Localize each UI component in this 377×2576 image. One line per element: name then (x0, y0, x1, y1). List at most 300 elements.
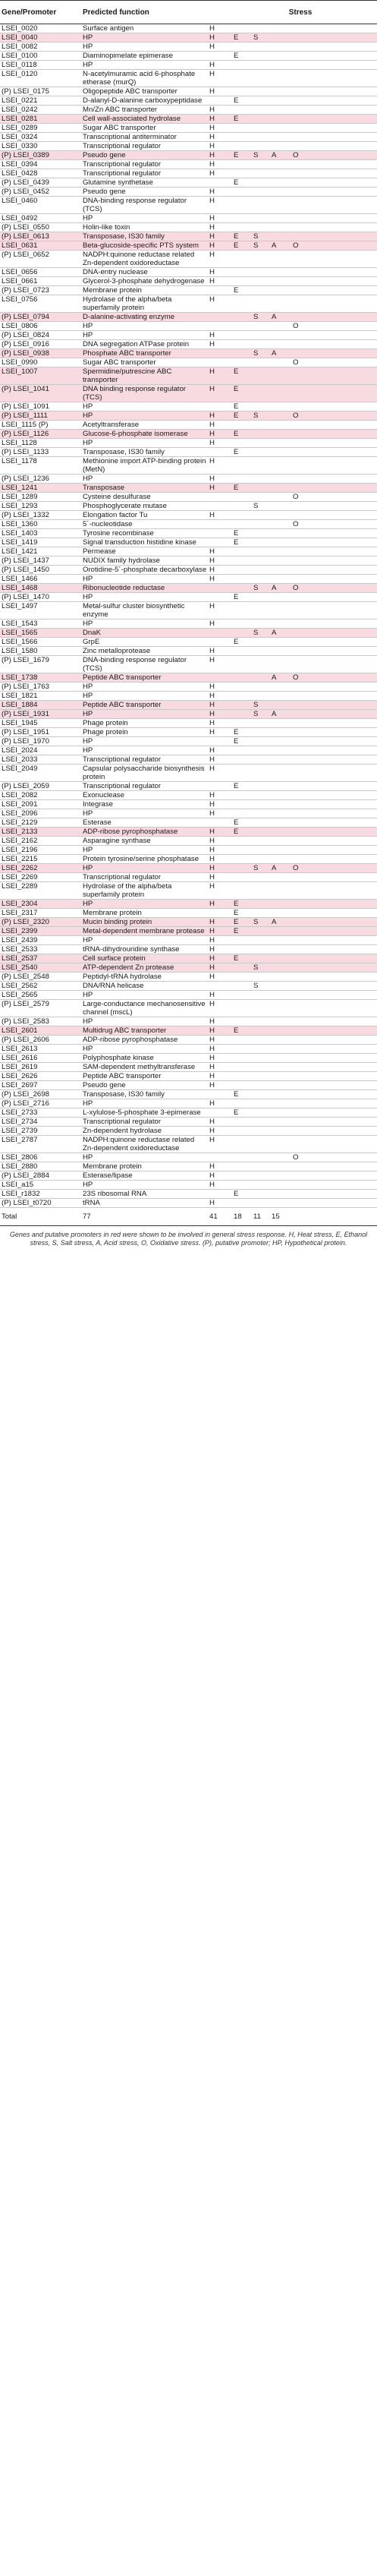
oxidative-cell (291, 385, 377, 402)
heat-cell (207, 818, 231, 828)
acid-cell (269, 1162, 291, 1171)
gene-cell: LSEI_2619 (0, 1063, 81, 1072)
salt-cell (251, 1108, 269, 1118)
oxidative-cell (291, 251, 377, 268)
gene-cell: (P) LSEI_0794 (0, 313, 81, 322)
salt-cell (251, 927, 269, 936)
salt-cell: S (251, 701, 269, 710)
salt-cell (251, 602, 269, 620)
oxidative-cell (291, 313, 377, 322)
heat-cell: H (207, 142, 231, 151)
acid-cell (269, 1063, 291, 1072)
gene-cell: LSEI_2806 (0, 1153, 81, 1162)
gene-cell: LSEI_2091 (0, 800, 81, 809)
table-row (0, 197, 377, 214)
ethanol-cell (231, 1181, 251, 1190)
table-row (0, 322, 377, 331)
heat-cell (207, 1108, 231, 1118)
oxidative-cell (291, 918, 377, 927)
function-cell: Glutamine synthetase (81, 178, 207, 188)
function-cell: D-alanyl-D-alanine carboxypeptidase (81, 96, 207, 106)
function-cell: HP (81, 746, 207, 755)
gene-cell: LSEI_1468 (0, 584, 81, 593)
table-row (0, 331, 377, 340)
gene-cell: (P) LSEI_2716 (0, 1099, 81, 1108)
gene-cell: LSEI_2269 (0, 873, 81, 882)
ethanol-cell: E (231, 538, 251, 547)
salt-cell (251, 855, 269, 864)
ethanol-cell (231, 963, 251, 973)
gene-cell: (P) LSEI_0938 (0, 349, 81, 358)
heat-cell (207, 909, 231, 918)
oxidative-cell (291, 575, 377, 584)
function-cell: Mn/Zn ABC transporter (81, 106, 207, 115)
ethanol-cell (231, 124, 251, 133)
salt-cell (251, 1190, 269, 1199)
oxidative-cell (291, 214, 377, 223)
heat-cell: H (207, 1081, 231, 1090)
salt-cell (251, 765, 269, 782)
salt-cell: S (251, 349, 269, 358)
heat-cell: H (207, 656, 231, 673)
ethanol-cell (231, 520, 251, 529)
oxidative-cell (291, 511, 377, 520)
salt-cell (251, 547, 269, 557)
oxidative-cell (291, 873, 377, 882)
acid-cell (269, 782, 291, 791)
table-row (0, 936, 377, 945)
gene-cell: LSEI_2533 (0, 945, 81, 954)
function-cell: HP (81, 936, 207, 945)
gene-cell: LSEI_1821 (0, 692, 81, 701)
table-row (0, 728, 377, 737)
function-cell: Holin-like toxin (81, 223, 207, 232)
heat-cell: H (207, 1045, 231, 1054)
gene-cell: LSEI_2537 (0, 954, 81, 963)
ethanol-cell (231, 846, 251, 855)
salt-cell (251, 954, 269, 963)
heat-cell (207, 402, 231, 411)
function-cell: HP (81, 683, 207, 692)
gene-cell: LSEI_2133 (0, 828, 81, 837)
salt-cell (251, 973, 269, 982)
gene-cell: LSEI_0806 (0, 322, 81, 331)
function-cell: Zinc metalloprotease (81, 647, 207, 656)
table-row (0, 900, 377, 909)
gene-cell: LSEI_1566 (0, 638, 81, 647)
ethanol-cell (231, 439, 251, 448)
heat-cell: H (207, 43, 231, 52)
function-cell: Phosphate ABC transporter (81, 349, 207, 358)
table-row (0, 493, 377, 502)
gene-cell: (P) LSEI_1126 (0, 430, 81, 439)
oxidative-cell (291, 882, 377, 900)
acid-cell (269, 991, 291, 1000)
gene-cell: (P) LSEI_2698 (0, 1090, 81, 1099)
ethanol-cell (231, 214, 251, 223)
salt-cell: S (251, 411, 269, 421)
table-row (0, 1171, 377, 1181)
gene-cell: LSEI_1884 (0, 701, 81, 710)
acid-cell (269, 214, 291, 223)
gene-cell: (P) LSEI_t0720 (0, 1199, 81, 1208)
oxidative-cell (291, 61, 377, 70)
table-row (0, 828, 377, 837)
heat-cell (207, 638, 231, 647)
heat-cell (207, 538, 231, 547)
salt-cell (251, 900, 269, 909)
salt-cell (251, 430, 269, 439)
function-cell: Transcriptional regulator (81, 160, 207, 169)
ethanol-cell (231, 1000, 251, 1017)
gene-cell: LSEI_2601 (0, 1026, 81, 1036)
heat-cell: H (207, 936, 231, 945)
gene-cell: LSEI_0631 (0, 241, 81, 251)
heat-cell: H (207, 701, 231, 710)
oxidative-cell: O (291, 1153, 377, 1162)
ethanol-cell (231, 837, 251, 846)
acid-cell (269, 755, 291, 765)
table-row (0, 70, 377, 87)
table-row (0, 1136, 377, 1153)
acid-cell (269, 575, 291, 584)
gene-cell: LSEI_1293 (0, 502, 81, 511)
acid-cell (269, 701, 291, 710)
oxidative-cell (291, 52, 377, 61)
ethanol-cell (231, 1099, 251, 1108)
oxidative-cell (291, 746, 377, 755)
table-row (0, 547, 377, 557)
oxidative-cell (291, 963, 377, 973)
oxidative-cell (291, 1000, 377, 1017)
gene-cell: LSEI_2096 (0, 809, 81, 818)
gene-cell: LSEI_0460 (0, 197, 81, 214)
heat-cell: H (207, 719, 231, 728)
ethanol-cell (231, 855, 251, 864)
ethanol-cell (231, 629, 251, 638)
ethanol-cell (231, 475, 251, 484)
heat-cell: H (207, 1063, 231, 1072)
gene-cell: LSEI_2739 (0, 1127, 81, 1136)
acid-cell (269, 800, 291, 809)
function-cell: HP (81, 991, 207, 1000)
function-cell: Transcriptional regulator (81, 142, 207, 151)
heat-cell (207, 737, 231, 746)
oxidative-cell (291, 232, 377, 241)
oxidative-cell (291, 791, 377, 800)
ethanol-cell: E (231, 385, 251, 402)
table-row (0, 719, 377, 728)
heat-cell (207, 286, 231, 295)
oxidative-cell (291, 973, 377, 982)
ethanol-cell (231, 719, 251, 728)
gene-cell: LSEI_1945 (0, 719, 81, 728)
function-cell: Transposase (81, 484, 207, 493)
heat-cell (207, 1090, 231, 1099)
table-row (0, 692, 377, 701)
acid-cell (269, 502, 291, 511)
salt-cell (251, 593, 269, 602)
oxidative-cell (291, 277, 377, 286)
function-cell: Cell surface protein (81, 954, 207, 963)
acid-cell (269, 557, 291, 566)
function-cell: Polyphosphate kinase (81, 1054, 207, 1063)
salt-cell: S (251, 918, 269, 927)
table-row (0, 593, 377, 602)
salt-cell (251, 809, 269, 818)
acid-cell (269, 96, 291, 106)
ethanol-cell (231, 1017, 251, 1026)
gene-cell: LSEI_0756 (0, 295, 81, 313)
ethanol-cell (231, 584, 251, 593)
function-cell: HP (81, 1017, 207, 1026)
heat-cell: H (207, 809, 231, 818)
function-cell: ADP-ribose pyrophosphatase (81, 1036, 207, 1045)
acid-cell (269, 791, 291, 800)
function-cell: Membrane protein (81, 1162, 207, 1171)
table-row (0, 909, 377, 918)
salt-cell (251, 87, 269, 96)
table-row (0, 701, 377, 710)
salt-cell (251, 873, 269, 882)
salt-cell (251, 188, 269, 197)
oxidative-cell (291, 197, 377, 214)
heat-cell: H (207, 746, 231, 755)
oxidative-cell (291, 133, 377, 142)
table-row (0, 106, 377, 115)
heat-cell: H (207, 251, 231, 268)
acid-cell: A (269, 918, 291, 927)
oxidative-cell (291, 33, 377, 43)
ethanol-cell (231, 223, 251, 232)
heat-cell: H (207, 728, 231, 737)
acid-cell (269, 1118, 291, 1127)
acid-cell (269, 484, 291, 493)
acid-cell (269, 295, 291, 313)
oxidative-cell (291, 1081, 377, 1090)
oxidative-cell (291, 124, 377, 133)
salt-cell (251, 286, 269, 295)
function-cell: Transcriptional regulator (81, 1118, 207, 1127)
ethanol-cell (231, 457, 251, 475)
table-row (0, 1036, 377, 1045)
function-cell: Transposase, IS30 family (81, 1090, 207, 1099)
table-row (0, 991, 377, 1000)
gene-cell: LSEI_2562 (0, 982, 81, 991)
oxidative-cell: O (291, 322, 377, 331)
oxidative-cell (291, 846, 377, 855)
oxidative-cell (291, 656, 377, 673)
function-cell: Mucin binding protein (81, 918, 207, 927)
heat-cell: H (207, 457, 231, 475)
function-cell: Cell wall-associated hydrolase (81, 115, 207, 124)
function-cell: HP (81, 1153, 207, 1162)
table-row (0, 251, 377, 268)
salt-cell (251, 1162, 269, 1171)
table-row (0, 411, 377, 421)
function-cell: HP (81, 692, 207, 701)
salt-cell (251, 1072, 269, 1081)
ethanol-cell (231, 945, 251, 954)
table-row (0, 918, 377, 927)
function-cell: Esterase (81, 818, 207, 828)
heat-cell (207, 322, 231, 331)
heat-cell: H (207, 277, 231, 286)
function-cell: Membrane protein (81, 909, 207, 918)
table-row (0, 566, 377, 575)
table-container (0, 0, 377, 1247)
oxidative-cell (291, 349, 377, 358)
salt-cell (251, 160, 269, 169)
function-cell: Capsular polysaccharide biosynthesis protein (81, 765, 207, 782)
table-row (0, 286, 377, 295)
table-row (0, 818, 377, 828)
gene-cell: (P) LSEI_1437 (0, 557, 81, 566)
function-cell: NADPH:quinone reductase related Zn-dependent oxidoreductase (81, 251, 207, 268)
acid-cell: A (269, 151, 291, 160)
table-row (0, 448, 377, 457)
table-row (0, 629, 377, 638)
acid-cell (269, 1017, 291, 1026)
salt-cell (251, 268, 269, 277)
ethanol-cell (231, 24, 251, 33)
ethanol-cell (231, 602, 251, 620)
function-cell: Oligopeptide ABC transporter (81, 87, 207, 96)
gene-cell: LSEI_2317 (0, 909, 81, 918)
salt-cell: S (251, 629, 269, 638)
ethanol-cell (231, 692, 251, 701)
table-row (0, 791, 377, 800)
function-cell: Diaminopimelate epimerase (81, 52, 207, 61)
oxidative-cell (291, 286, 377, 295)
function-cell: Ribonucleotide reductase (81, 584, 207, 593)
gene-cell: (P) LSEI_1970 (0, 737, 81, 746)
gene-cell: LSEI_1289 (0, 493, 81, 502)
acid-cell (269, 828, 291, 837)
oxidative-cell (291, 87, 377, 96)
function-cell: Peptide ABC transporter (81, 673, 207, 683)
heat-cell: H (207, 918, 231, 927)
heat-cell: H (207, 602, 231, 620)
ethanol-cell (231, 656, 251, 673)
function-cell: N-acetylmuramic acid 6-phosphate etherase (murQ) (81, 70, 207, 87)
table-row (0, 421, 377, 430)
heat-cell: H (207, 87, 231, 96)
acid-cell (269, 277, 291, 286)
ethanol-cell (231, 197, 251, 214)
heat-cell: H (207, 421, 231, 430)
table-row (0, 1081, 377, 1090)
function-cell: Asparagine synthase (81, 837, 207, 846)
oxidative-cell (291, 1190, 377, 1199)
gene-cell: LSEI_1497 (0, 602, 81, 620)
heat-cell: H (207, 900, 231, 909)
function-cell: Membrane protein (81, 286, 207, 295)
table-row (0, 43, 377, 52)
ethanol-cell (231, 973, 251, 982)
table-row (0, 502, 377, 511)
acid-cell (269, 1136, 291, 1153)
acid-cell (269, 511, 291, 520)
salt-cell (251, 106, 269, 115)
salt-cell (251, 1199, 269, 1208)
table-row (0, 755, 377, 765)
total-function-count: 77 (81, 1208, 207, 1226)
gene-cell: LSEI_1360 (0, 520, 81, 529)
salt-cell: S (251, 33, 269, 43)
table-row (0, 61, 377, 70)
salt-cell (251, 124, 269, 133)
acid-cell (269, 692, 291, 701)
heat-cell: H (207, 864, 231, 873)
acid-cell (269, 927, 291, 936)
gene-cell: LSEI_0040 (0, 33, 81, 43)
table-row (0, 87, 377, 96)
function-cell: HP (81, 1045, 207, 1054)
acid-cell (269, 268, 291, 277)
ethanol-cell: E (231, 241, 251, 251)
acid-cell (269, 809, 291, 818)
gene-cell: LSEI_1115 (P) (0, 421, 81, 430)
gene-cell: LSEI_0020 (0, 24, 81, 33)
table-row (0, 295, 377, 313)
oxidative-cell (291, 1136, 377, 1153)
salt-cell (251, 728, 269, 737)
heat-cell: H (207, 24, 231, 33)
oxidative-cell (291, 547, 377, 557)
ethanol-cell: E (231, 737, 251, 746)
salt-cell (251, 945, 269, 954)
oxidative-cell (291, 909, 377, 918)
oxidative-cell (291, 954, 377, 963)
function-cell: Orotidine-5´-phosphate decarboxylase (83, 566, 207, 574)
table-row (0, 1199, 377, 1208)
heat-cell: H (207, 973, 231, 982)
table-row (0, 169, 377, 178)
table-row (0, 963, 377, 973)
heat-cell (207, 349, 231, 358)
acid-cell (269, 846, 291, 855)
heat-cell: H (207, 1026, 231, 1036)
heat-cell: H (207, 385, 231, 402)
salt-cell (251, 484, 269, 493)
ethanol-cell: E (231, 151, 251, 160)
acid-cell (269, 1072, 291, 1081)
table-row (0, 557, 377, 566)
gene-cell: LSEI_0120 (0, 70, 81, 87)
heat-cell: H (207, 1127, 231, 1136)
heat-cell: H (207, 575, 231, 584)
heat-cell: H (207, 1136, 231, 1153)
salt-cell (251, 277, 269, 286)
oxidative-cell (291, 142, 377, 151)
acid-cell (269, 457, 291, 475)
heat-cell: H (207, 197, 231, 214)
gene-cell: (P) LSEI_1951 (0, 728, 81, 737)
acid-cell (269, 719, 291, 728)
function-cell: HP (81, 411, 207, 421)
acid-cell (269, 70, 291, 87)
ethanol-cell (231, 1081, 251, 1090)
heat-cell (207, 502, 231, 511)
acid-cell (269, 106, 291, 115)
function-cell: Surface antigen (81, 24, 207, 33)
table-row (0, 1072, 377, 1081)
total-label: Total (0, 1208, 81, 1226)
acid-cell (269, 982, 291, 991)
oxidative-cell (291, 755, 377, 765)
salt-cell (251, 493, 269, 502)
